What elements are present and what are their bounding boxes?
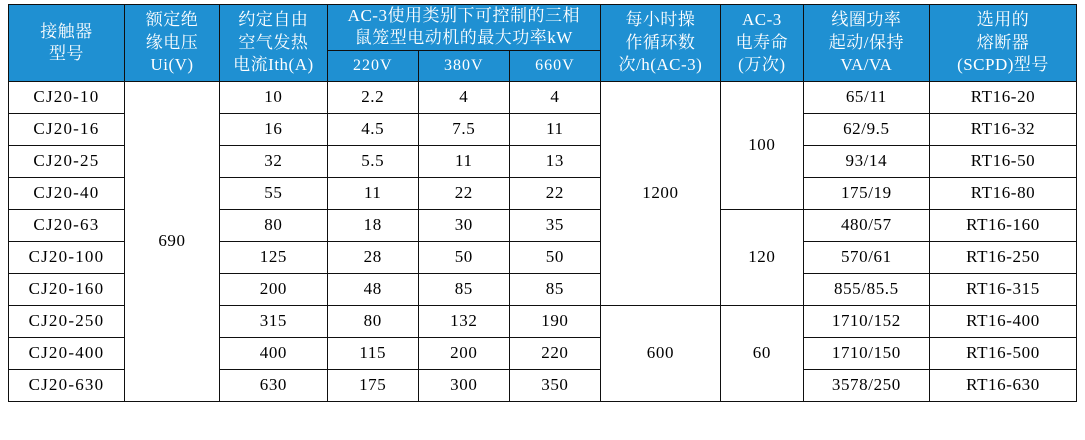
- cell-cycles-1200: 1200: [600, 81, 720, 305]
- cell-power-660: 85: [509, 273, 600, 305]
- cell-power-220: 2.2: [327, 81, 418, 113]
- cell-model: CJ20-630: [9, 369, 125, 401]
- cell-power-220: 28: [327, 241, 418, 273]
- cell-power-220: 4.5: [327, 113, 418, 145]
- cell-model: CJ20-16: [9, 113, 125, 145]
- cell-power-380: 300: [418, 369, 509, 401]
- cell-coil-power: 1710/150: [803, 337, 929, 369]
- cell-coil-power: 570/61: [803, 241, 929, 273]
- cell-coil-power: 93/14: [803, 145, 929, 177]
- cell-power-380: 11: [418, 145, 509, 177]
- cell-power-220: 115: [327, 337, 418, 369]
- cell-fuse: RT16-80: [929, 177, 1076, 209]
- cell-current: 16: [220, 113, 328, 145]
- cell-power-220: 18: [327, 209, 418, 241]
- cell-cycles-600: 600: [600, 305, 720, 401]
- cell-fuse: RT16-315: [929, 273, 1076, 305]
- cell-fuse: RT16-400: [929, 305, 1076, 337]
- cell-current: 10: [220, 81, 328, 113]
- header-power-380v: 380V: [418, 50, 509, 81]
- cell-current: 32: [220, 145, 328, 177]
- cell-coil-power: 65/11: [803, 81, 929, 113]
- cell-coil-power: 855/85.5: [803, 273, 929, 305]
- cell-power-660: 190: [509, 305, 600, 337]
- cell-power-380: 4: [418, 81, 509, 113]
- cell-power-380: 132: [418, 305, 509, 337]
- header-fuse-type: 选用的 熔断器 (SCPD)型号: [929, 5, 1076, 82]
- cell-power-660: 4: [509, 81, 600, 113]
- header-ac3-power-group: AC-3使用类别下可控制的三相 鼠笼型电动机的最大功率kW: [327, 5, 600, 51]
- cell-model: CJ20-25: [9, 145, 125, 177]
- cell-model: CJ20-160: [9, 273, 125, 305]
- cell-power-220: 175: [327, 369, 418, 401]
- cell-power-660: 35: [509, 209, 600, 241]
- cell-power-220: 5.5: [327, 145, 418, 177]
- cell-current: 55: [220, 177, 328, 209]
- cell-power-220: 11: [327, 177, 418, 209]
- header-power-660v: 660V: [509, 50, 600, 81]
- cell-model: CJ20-10: [9, 81, 125, 113]
- cell-coil-power: 62/9.5: [803, 113, 929, 145]
- cell-power-660: 22: [509, 177, 600, 209]
- cell-model: CJ20-40: [9, 177, 125, 209]
- cell-model: CJ20-250: [9, 305, 125, 337]
- cell-power-660: 220: [509, 337, 600, 369]
- contactor-spec-table: [8, 4, 1077, 402]
- header-ac3-electrical-life: AC-3 电寿命 (万次): [720, 5, 803, 82]
- cell-fuse: RT16-250: [929, 241, 1076, 273]
- cell-model: CJ20-400: [9, 337, 125, 369]
- cell-life-100: 100: [720, 81, 803, 209]
- cell-insulation-voltage: 690: [124, 81, 219, 401]
- header-row-main: [9, 5, 1077, 51]
- cell-current: 80: [220, 209, 328, 241]
- cell-current: 400: [220, 337, 328, 369]
- cell-life-120: 120: [720, 209, 803, 305]
- cell-power-380: 30: [418, 209, 509, 241]
- cell-fuse: RT16-50: [929, 145, 1076, 177]
- cell-power-660: 11: [509, 113, 600, 145]
- cell-life-60: 60: [720, 305, 803, 401]
- header-model: 接触器 型号: [9, 5, 125, 82]
- cell-coil-power: 175/19: [803, 177, 929, 209]
- cell-power-380: 7.5: [418, 113, 509, 145]
- cell-power-660: 350: [509, 369, 600, 401]
- cell-coil-power: 1710/152: [803, 305, 929, 337]
- cell-current: 200: [220, 273, 328, 305]
- cell-fuse: RT16-500: [929, 337, 1076, 369]
- header-operating-cycles: 每小时操 作循环数 次/h(AC-3): [600, 5, 720, 82]
- cell-coil-power: 3578/250: [803, 369, 929, 401]
- cell-current: 125: [220, 241, 328, 273]
- cell-fuse: RT16-160: [929, 209, 1076, 241]
- cell-power-660: 13: [509, 145, 600, 177]
- header-insulation-voltage: 额定绝 缘电压 Ui(V): [124, 5, 219, 82]
- cell-current: 315: [220, 305, 328, 337]
- table-header: [9, 5, 1077, 82]
- cell-power-380: 200: [418, 337, 509, 369]
- cell-fuse: RT16-32: [929, 113, 1076, 145]
- cell-fuse: RT16-630: [929, 369, 1076, 401]
- header-power-220v: 220V: [327, 50, 418, 81]
- cell-power-220: 80: [327, 305, 418, 337]
- cell-power-380: 50: [418, 241, 509, 273]
- cell-coil-power: 480/57: [803, 209, 929, 241]
- cell-model: CJ20-63: [9, 209, 125, 241]
- cell-power-380: 85: [418, 273, 509, 305]
- cell-current: 630: [220, 369, 328, 401]
- cell-power-380: 22: [418, 177, 509, 209]
- cell-model: CJ20-100: [9, 241, 125, 273]
- cell-power-220: 48: [327, 273, 418, 305]
- table-body: [9, 81, 1077, 401]
- cell-power-660: 50: [509, 241, 600, 273]
- header-thermal-current: 约定自由 空气发热 电流Ith(A): [220, 5, 328, 82]
- table-row: [9, 81, 1077, 113]
- header-coil-power: 线圈功率 起动/保持 VA/VA: [803, 5, 929, 82]
- cell-fuse: RT16-20: [929, 81, 1076, 113]
